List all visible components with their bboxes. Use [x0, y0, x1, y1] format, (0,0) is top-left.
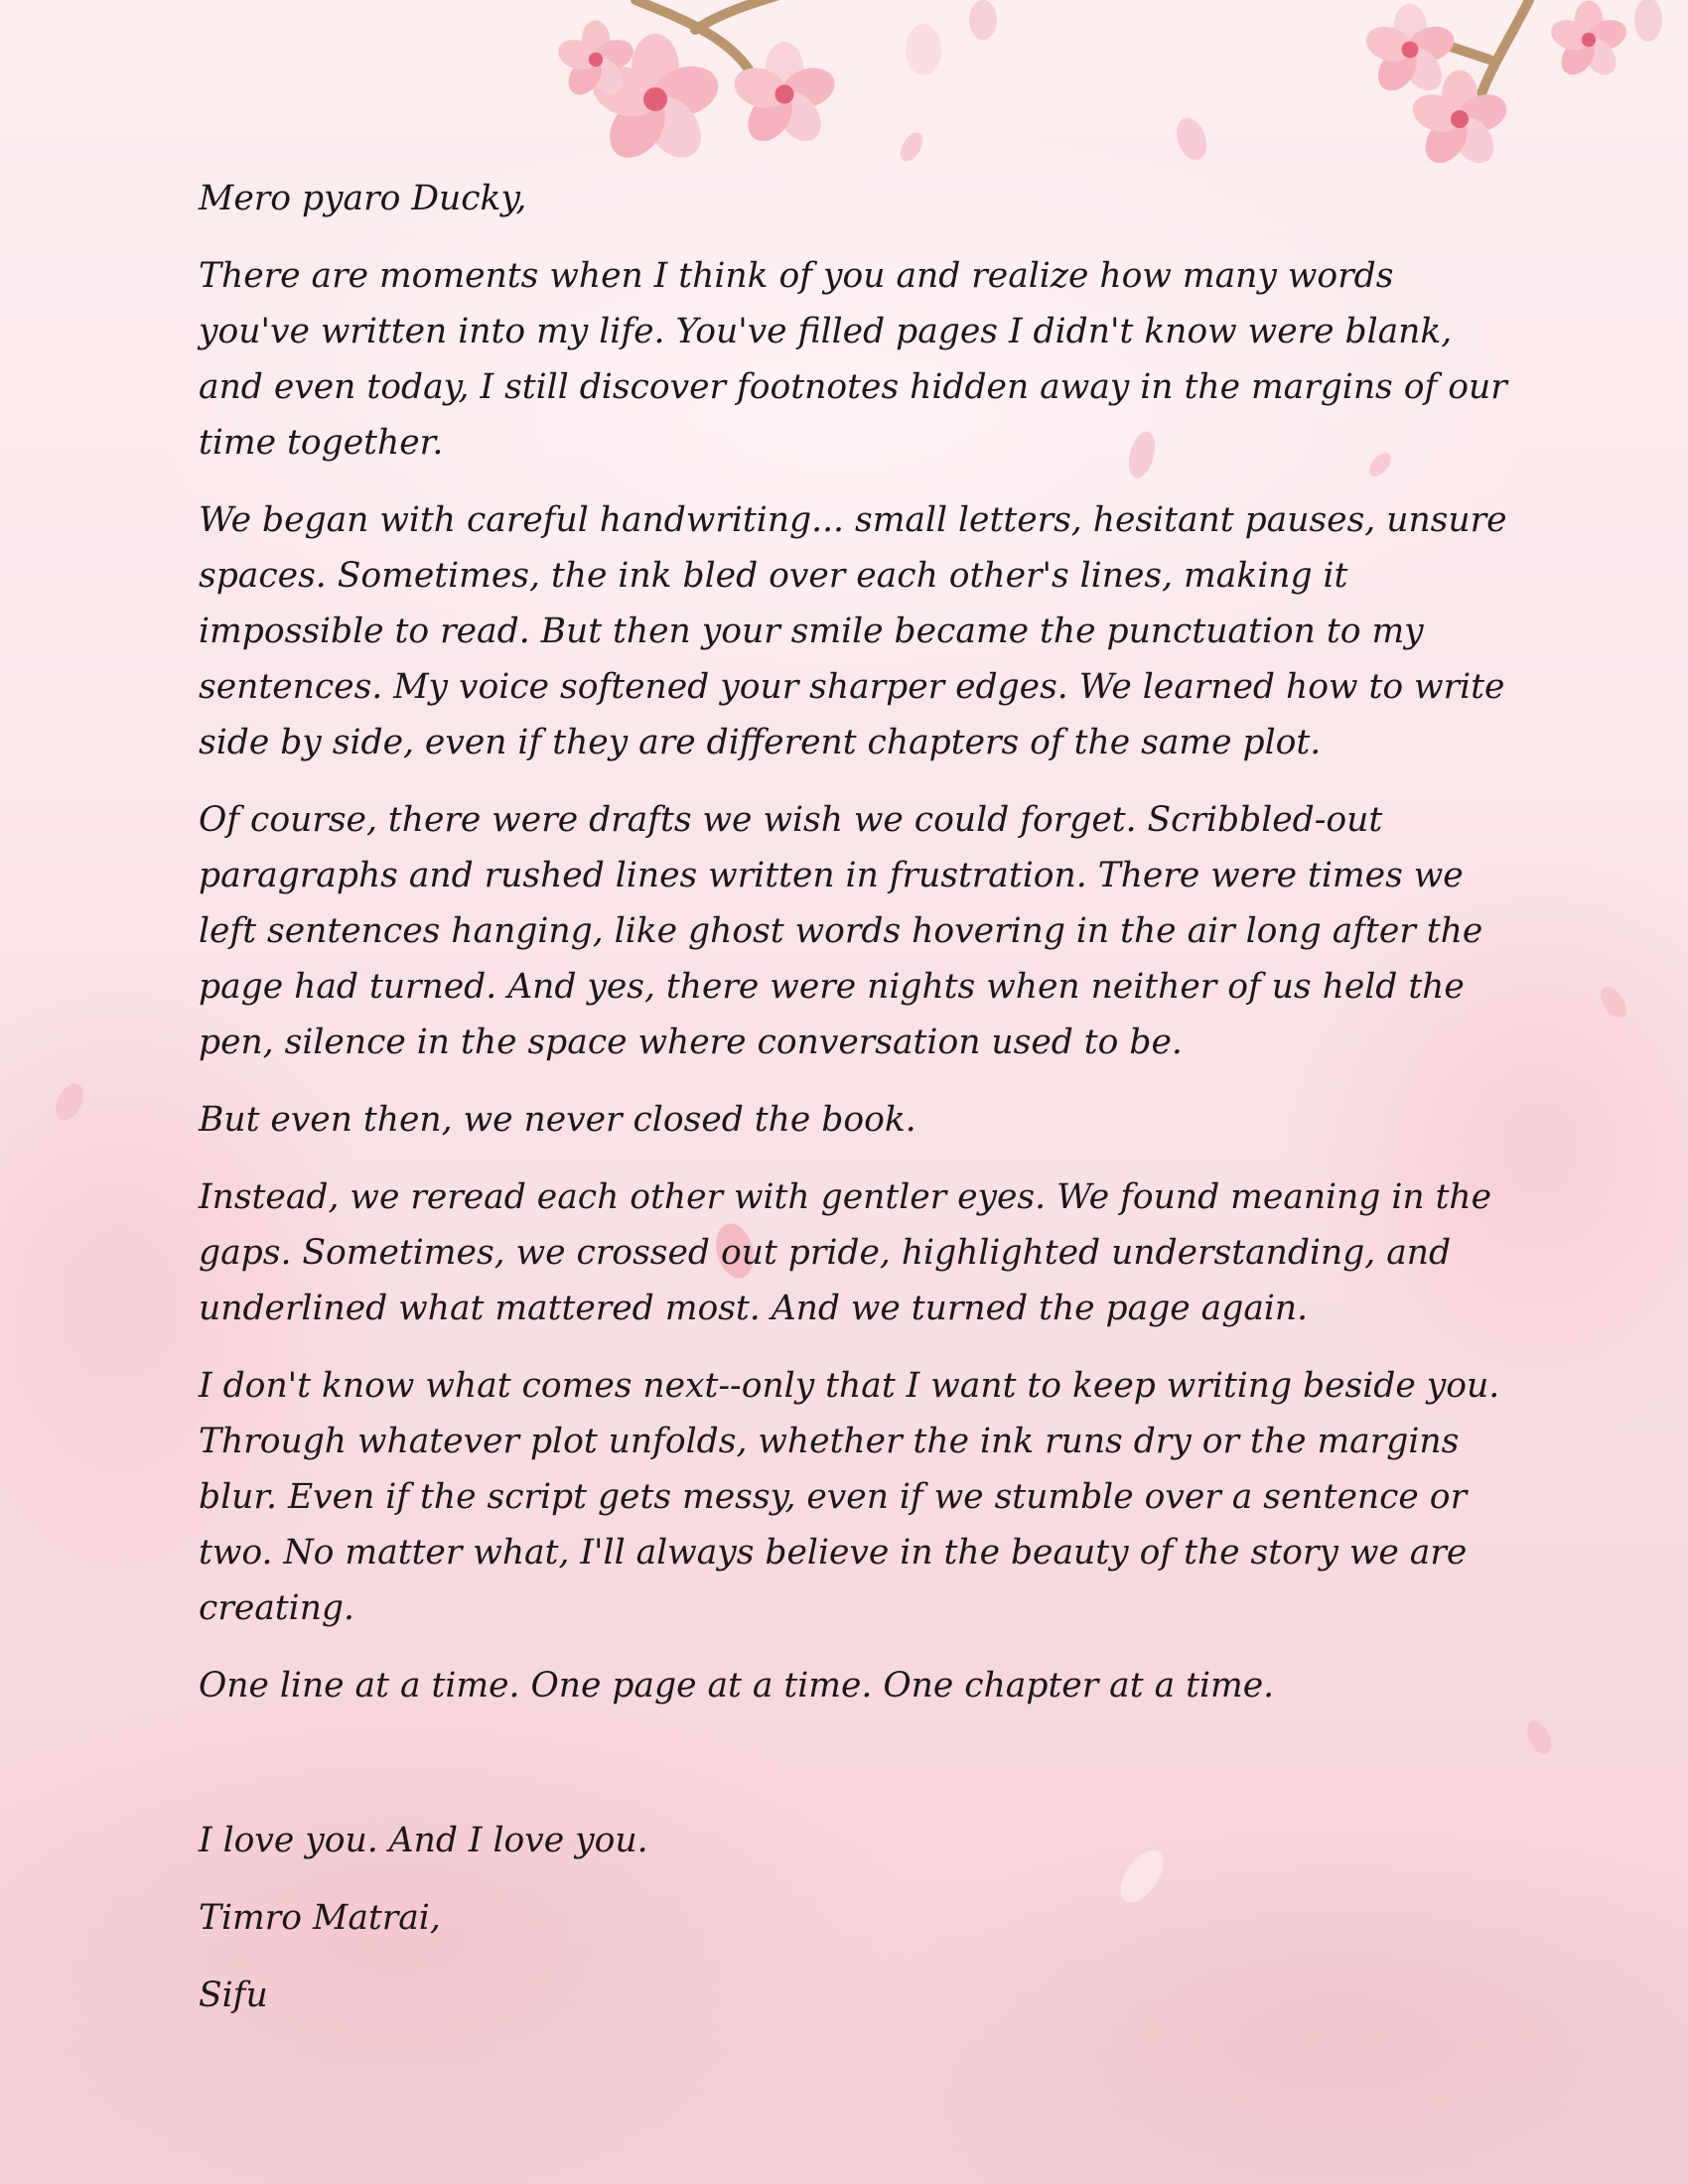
paragraph-6: I don't know what comes next--only that I want to keep writing beside you. Through whatever plot unfolds, whether the ink runs dry or the margins blur. Even if the script gets messy, even if we stumble over a sentence or two. No matter what, I'll always believe in the beauty of the story we are creating.: [199, 1366, 1500, 1628]
paragraph-3: Of course, there were drafts we wish we could forget. Scribbled-out paragraphs and rushed lines written in frustration. There were times we left sentences hanging, like ghost words hovering in the air long after the page had turned. And yes, there were nights when neither of us held the pen, silence in the space where conversation used to be.: [199, 800, 1483, 1062]
letter-body: [199, 171, 1509, 2045]
blossom-branch-left: [554, 0, 997, 169]
paragraph-2: We began with careful handwriting... small letters, hesitant pauses, unsure spaces. Sometimes, the ink bled over each other's lines, making it impossible to read. But then your smile became the punctuation to my sentences. My voice softened your sharper edges. We learned how to write side by side, even if they are different chapters of the same plot.: [199, 500, 1507, 762]
spacer: [199, 1735, 1509, 1813]
salutation: Mero pyaro Ducky,: [199, 179, 527, 218]
blossom-branch-right: [1361, 0, 1662, 171]
closing-line: Timro Matrai,: [199, 1898, 441, 1938]
paragraph-5: Instead, we reread each other with gentler eyes. We found meaning in the gaps. Sometimes, we crossed out pride, highlighted understanding, and underlined what mattered most. And we turned the page again.: [199, 1177, 1492, 1328]
paragraph-7: One line at a time. One page at a time. One chapter at a time.: [199, 1666, 1275, 1706]
paragraph-1: There are moments when I think of you and realize how many words you've written into my life. You've filled pages I didn't know were blank, and even today, I still discover footnotes hidden away in the margins of our time together.: [199, 256, 1507, 463]
closing-love-line: I love you. And I love you.: [199, 1821, 648, 1860]
signature: Sifu: [199, 1976, 268, 2015]
paragraph-4: But even then, we never closed the book.: [199, 1100, 916, 1140]
